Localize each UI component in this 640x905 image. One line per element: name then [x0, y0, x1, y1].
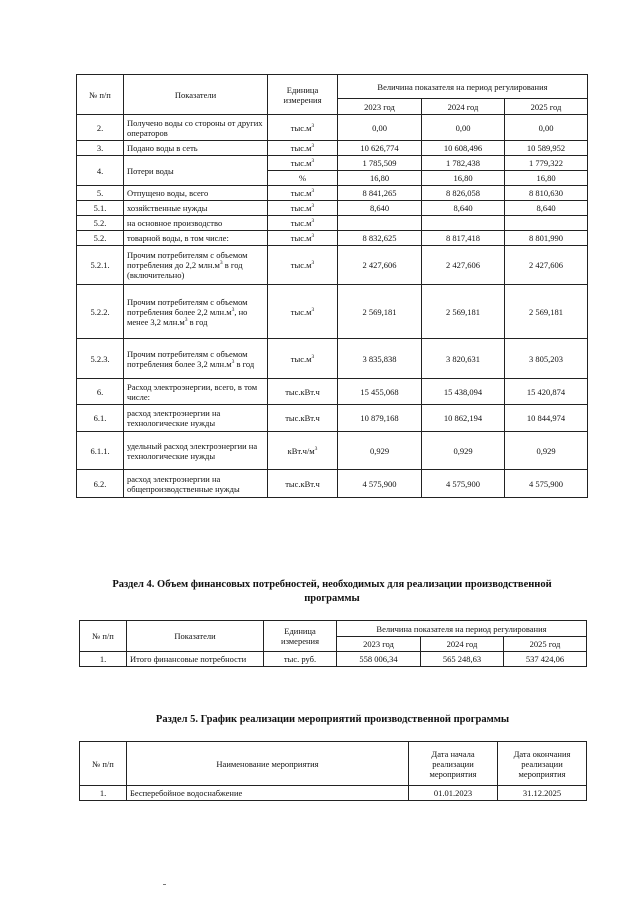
header-year-2025: 2025 год	[505, 99, 588, 115]
row-unit: $тыс.м^3$	[268, 141, 338, 156]
row-value-2025: 8 810,630	[505, 186, 588, 201]
row-value-2025: 8 801,990	[505, 231, 588, 246]
table-row	[77, 379, 588, 405]
table-row	[77, 231, 588, 246]
row-value-2024: 10 862,194	[422, 405, 505, 432]
table-row	[80, 652, 587, 667]
row-name: расход электроэнергии на общепроизводственные нужды	[124, 470, 268, 498]
row-value-2024: 8,640	[422, 201, 505, 216]
row-name: Отпущено воды, всего	[124, 186, 268, 201]
row-value-2025: 0,00	[505, 115, 588, 141]
header-num: № п/п	[80, 621, 127, 652]
table-row	[77, 201, 588, 216]
row-value-2025: 16,80	[505, 171, 588, 186]
row-name: хозяйственные нужды	[124, 201, 268, 216]
header-indicators: Показатели	[127, 621, 264, 652]
row-value-2024: 2 569,181	[422, 285, 505, 339]
row-name: Получено воды со стороны от других операторов	[124, 115, 268, 141]
row-value-2024: 0,929	[422, 432, 505, 470]
row-unit: тыс. руб.	[264, 652, 337, 667]
row-num: 5.2.2.	[77, 285, 124, 339]
row-value-2024: 2 427,606	[422, 246, 505, 285]
row-name: Прочим потребителям с объемом потребления более 2,2 $млн.м^3$, но менее 3,2 $млн.м^3$ в год	[124, 285, 268, 339]
header-unit: Единица измерения	[264, 621, 337, 652]
row-unit: $тыс.м^3$	[268, 285, 338, 339]
row-unit: $тыс.м^3$	[268, 115, 338, 141]
header-unit: Единица измерения	[268, 75, 338, 115]
row-value-2024: 10 608,496	[422, 141, 505, 156]
header-year-2025: 2025 год	[504, 637, 587, 652]
financial-needs-table	[79, 620, 587, 667]
row-value-2023: 2 427,606	[338, 246, 422, 285]
row-value-2023: 0,929	[338, 432, 422, 470]
header-start-date: Дата начала реализации мероприятия	[409, 742, 498, 786]
row-name: удельный расход электроэнергии на технологические нужды	[124, 432, 268, 470]
row-name: Подано воды в сеть	[124, 141, 268, 156]
table-row	[77, 216, 588, 231]
table-row	[77, 186, 588, 201]
row-name: на основное производство	[124, 216, 268, 231]
row-unit: $тыс.м^3$	[268, 201, 338, 216]
row-num: 6.1.1.	[77, 432, 124, 470]
header-year-2024: 2024 год	[421, 637, 504, 652]
table-row	[77, 285, 588, 339]
row-value-2025: 1 779,322	[505, 156, 588, 171]
table-row	[77, 156, 588, 171]
row-num: 5.2.	[77, 231, 124, 246]
table-row	[77, 141, 588, 156]
row-num: 6.1.	[77, 405, 124, 432]
row-value-2024: 3 820,631	[422, 339, 505, 379]
row-unit: $кВт.ч/м^3$	[268, 432, 338, 470]
row-value-2024	[422, 216, 505, 231]
row-name: Расход электроэнергии, всего, в том числе:	[124, 379, 268, 405]
table-row	[77, 405, 588, 432]
row-value-2023: 3 835,838	[338, 339, 422, 379]
row-unit: тыс.кВт.ч	[268, 470, 338, 498]
row-value-2025: 4 575,900	[505, 470, 588, 498]
row-name: товарной воды, в том числе:	[124, 231, 268, 246]
row-num: 1.	[80, 652, 127, 667]
row-value-2023: 558 006,34	[337, 652, 421, 667]
row-value-2024: 4 575,900	[422, 470, 505, 498]
row-value-2025	[505, 216, 588, 231]
header-value-period: Величина показателя на период регулирования	[337, 621, 587, 637]
header-year-2023: 2023 год	[337, 637, 421, 652]
row-name: Итого финансовые потребности	[127, 652, 264, 667]
row-value-2025: 10 844,974	[505, 405, 588, 432]
header-event-name: Наименование мероприятия	[127, 742, 409, 786]
row-value-2025: 2 427,606	[505, 246, 588, 285]
row-start-date: 01.01.2023	[409, 786, 498, 801]
row-unit: $тыс.м^3$	[268, 339, 338, 379]
row-value-2023: 1 785,509	[338, 156, 422, 171]
row-unit: $тыс.м^3$	[268, 156, 338, 171]
row-value-2024: 16,80	[422, 171, 505, 186]
section-4-title: Раздел 4. Объем финансовых потребностей, необходимых для реализации производственной программы	[112, 579, 552, 604]
row-end-date: 31.12.2025	[498, 786, 587, 801]
row-value-2024: 8 826,058	[422, 186, 505, 201]
row-value-2025: 3 805,203	[505, 339, 588, 379]
row-unit: $тыс.м^3$	[268, 231, 338, 246]
table-row	[77, 246, 588, 285]
row-num: 5.2.1.	[77, 246, 124, 285]
row-num: 5.2.	[77, 216, 124, 231]
row-name: Потери воды	[124, 156, 268, 186]
header-year-2023: 2023 год	[338, 99, 422, 115]
row-unit: $тыс.м^3$	[268, 246, 338, 285]
row-value-2025: 10 589,952	[505, 141, 588, 156]
table-row	[77, 432, 588, 470]
row-value-2023: 15 455,068	[338, 379, 422, 405]
row-num: 6.2.	[77, 470, 124, 498]
header-num: № п/п	[77, 75, 124, 115]
row-value-2025: 2 569,181	[505, 285, 588, 339]
row-value-2024: 8 817,418	[422, 231, 505, 246]
table-row	[77, 470, 588, 498]
row-num: 6.	[77, 379, 124, 405]
row-value-2025: 15 420,874	[505, 379, 588, 405]
row-value-2023: 4 575,900	[338, 470, 422, 498]
row-value-2024: 1 782,438	[422, 156, 505, 171]
row-value-2023: 10 879,168	[338, 405, 422, 432]
row-value-2024: 15 438,094	[422, 379, 505, 405]
row-unit: тыс.кВт.ч	[268, 379, 338, 405]
row-value-2025: 8,640	[505, 201, 588, 216]
row-value-2023: 0,00	[338, 115, 422, 141]
row-num: 5.2.3.	[77, 339, 124, 379]
row-num: 2.	[77, 115, 124, 141]
indicators-table	[76, 74, 588, 498]
row-name: Прочим потребителям с объемом потребления до 2,2 $млн.м^3$ в год (включительно)	[124, 246, 268, 285]
row-unit: $тыс.м^3$	[268, 216, 338, 231]
row-name: Прочим потребителям с объемом потребления более 3,2 $млн.м^3$ в год	[124, 339, 268, 379]
row-num: 4.	[77, 156, 124, 186]
header-end-date: Дата окончания реализации мероприятия	[498, 742, 587, 786]
row-num: 1.	[80, 786, 127, 801]
row-value-2023	[338, 216, 422, 231]
table-row	[77, 339, 588, 379]
row-value-2023: 10 626,774	[338, 141, 422, 156]
scan-speck	[163, 884, 166, 885]
row-name: расход электроэнергии на технологические нужды	[124, 405, 268, 432]
header-indicators: Показатели	[124, 75, 268, 115]
row-value-2023: 16,80	[338, 171, 422, 186]
row-value-2025: 537 424,06	[504, 652, 587, 667]
row-num: 3.	[77, 141, 124, 156]
row-value-2024: 565 248,63	[421, 652, 504, 667]
row-unit: %	[268, 171, 338, 186]
schedule-table	[79, 741, 587, 801]
header-value-period: Величина показателя на период регулирования	[338, 75, 588, 99]
row-value-2023: 2 569,181	[338, 285, 422, 339]
row-num: 5.	[77, 186, 124, 201]
header-year-2024: 2024 год	[422, 99, 505, 115]
row-unit: $тыс.м^3$	[268, 186, 338, 201]
table-row	[77, 115, 588, 141]
header-num: № п/п	[80, 742, 127, 786]
row-value-2024: 0,00	[422, 115, 505, 141]
row-value-2025: 0,929	[505, 432, 588, 470]
row-value-2023: 8,640	[338, 201, 422, 216]
row-value-2023: 8 832,625	[338, 231, 422, 246]
row-unit: тыс.кВт.ч	[268, 405, 338, 432]
row-name: Бесперебойное водоснабжение	[127, 786, 409, 801]
table-row	[80, 786, 587, 801]
section-5-title: Раздел 5. График реализации мероприятий производственной программы	[155, 714, 510, 725]
row-value-2023: 8 841,265	[338, 186, 422, 201]
row-num: 5.1.	[77, 201, 124, 216]
